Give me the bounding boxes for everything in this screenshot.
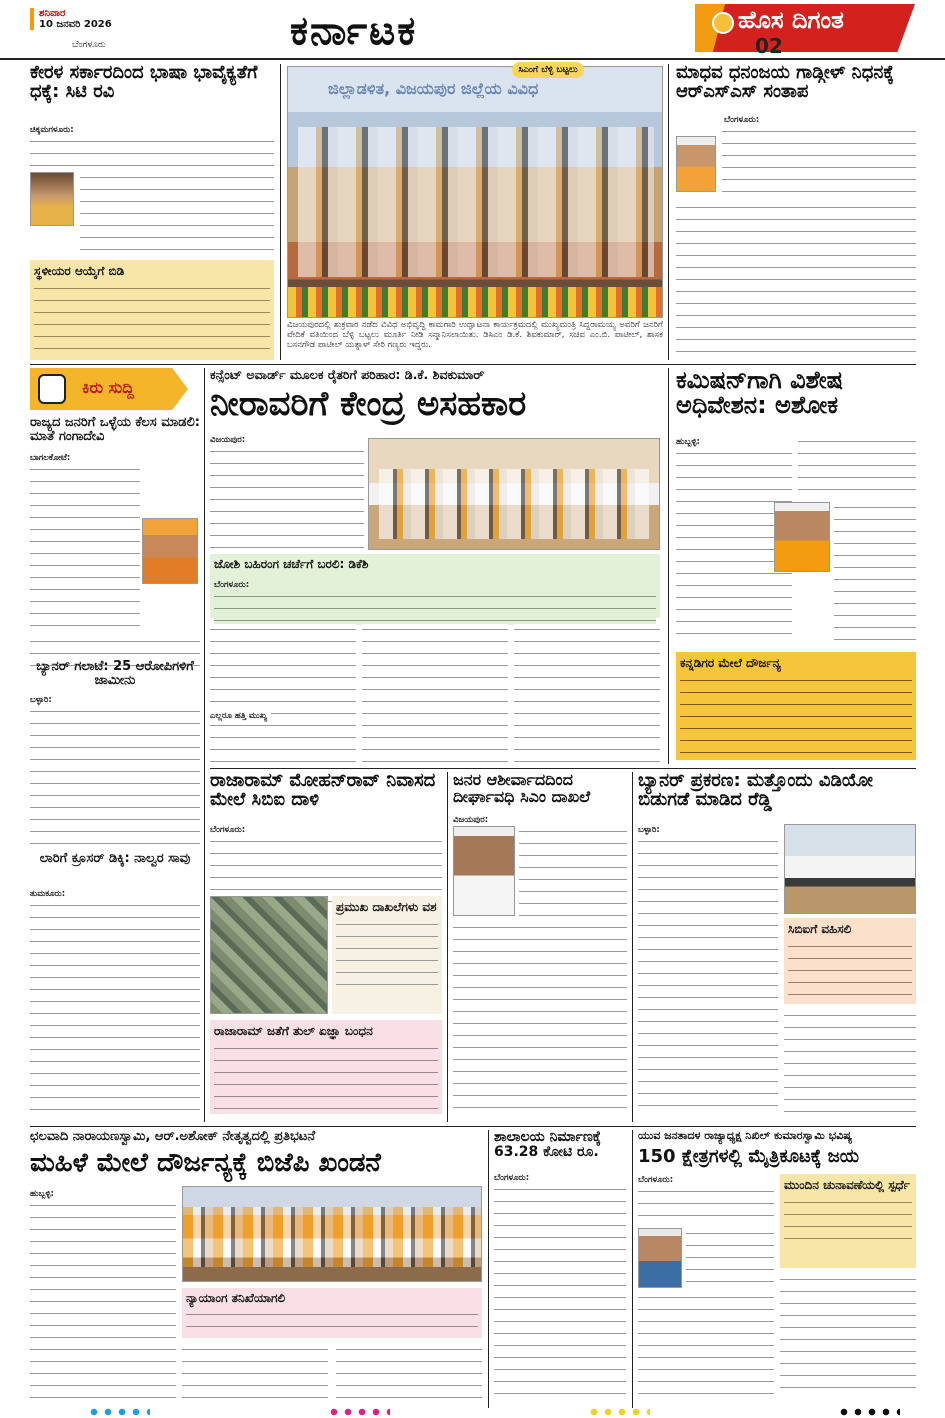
hand-icon [38, 374, 66, 404]
banner-case-body-text-2 [784, 1010, 916, 1114]
documents-sidebox [332, 896, 442, 1014]
divider [632, 772, 633, 1122]
ashoka-body-text-2 [798, 436, 916, 498]
lead-subhead: ಎಲ್ಲರೂ ಹತ್ತಿ ಮುಖ್ಯ [210, 710, 271, 722]
rss-headline: ಮಾಧವ ಧನಂಜಯ ಗಾಡ್ಗೀಳ್ ನಿಧನಕ್ಕೆ ಆರ್‌ಎಸ್‌ಎಸ್ ಸಂತಾಪ [676, 64, 894, 102]
ct-ravi-headline: ಕೇರಳ ಸರ್ಕಾರದಿಂದ ಭಾಷಾ ಭಾವೈಕ್ಯತೆಗೆ ಧಕ್ಕೆ: ಸಿಟಿ ರವಿ [30, 64, 258, 102]
rajaram-arrest-text [214, 1043, 438, 1109]
siddaramaiah-portrait [453, 826, 515, 916]
kannadiga-sidebox-text [680, 675, 912, 755]
lead-body-col3 [514, 624, 660, 764]
divider [204, 368, 205, 1122]
photo-tag: ಸಿಎಂಗೆ ಬೆಳ್ಳಿ ಬಟ್ಟಲು [512, 62, 584, 78]
bjp-protest-headline: ಮಹಿಳೆ ಮೇಲೆ ದೌರ್ಜನ್ಯಕ್ಕೆ ಬಿಜೆಪಿ ಖಂಡನೆ [30, 1147, 381, 1178]
divider [447, 772, 448, 1122]
school-dateline: ಬೆಂಗಳೂರು: [494, 1173, 530, 1183]
brief1-dateline: ಬಾಗಲಕೋಟೆ: [30, 453, 71, 463]
ashoka-headline: ಕಮಿಷನ್‌ಗಾಗಿ ವಿಶೇಷ ಅಧಿವೇಶನ: ಅಶೋಕ [676, 368, 843, 420]
lead-dateline: ವಿಜಯಪುರ: [210, 435, 246, 445]
brief3-body-text [30, 900, 200, 1118]
bjp-protest-body-text [30, 1200, 176, 1398]
cbi-demand-sidebox-title: ಸಿಬಿಐಗೆ ವಹಿಸಲಿ [788, 922, 852, 936]
ct-ravi-body-text-2 [80, 172, 274, 256]
ct-ravi-sidebox-title: ಸ್ಥಳೀಯರ ಆಯ್ಕೆಗೆ ಬಿಡಿ [34, 264, 125, 278]
documents-sidebox-title: ಪ್ರಮುಖ ದಾಖಲೆಗಳು ವಶ [336, 900, 437, 914]
brief2-dateline: ಬಳ್ಳಾರಿ: [30, 695, 52, 705]
paper-title: ಹೊಸ ದಿಗಂತ [738, 6, 844, 34]
ct-ravi-story [30, 64, 274, 360]
nikhil-portrait [638, 1228, 682, 1288]
cbi-headline: ರಾಜಾರಾಮ್ ಮೋಹನ್‌ರಾವ್ ನಿವಾಸದ ಮೇಲೆ ಸಿಬಿಐ ದಾಳಿ [210, 772, 436, 810]
lead-body-col2 [362, 624, 508, 764]
joshi-sidebox [210, 554, 660, 618]
rss-body-text [722, 126, 916, 198]
cbi-demand-sidebox [784, 918, 916, 1004]
bjp-protest-story [30, 1130, 482, 1408]
divider [668, 64, 669, 360]
rss-body-text-2 [676, 202, 916, 356]
photo-caption: ವಿಜಯಪುರದಲ್ಲಿ ಶುಕ್ರವಾರ ನಡೆದ ವಿವಿಧ ಅಭಿವೃದ್ಧಿ ಕಾಮಗಾರಿ ಉದ್ಘಾಟನಾ ಕಾರ್ಯಕ್ರಮದಲ್ಲಿ ಮುಖ್ಯಮಂತ್ರಿ ಸಿದ್ದರಾಮಯ್ಯ ಅವರಿಗೆ ಜನರಿಗೆ ವೇದಿಕೆ ವತಿಯಿಂದ ಬೆಳ್ಳಿ ಬಟ್ಟಲು ಮೂರ್ತಿ ನೀಡಿ ಸನ್ಮಾನಿಸಲಾಯಿತು. ಡಿಸಿಎಂ ಡಿ.ಕೆ. ಶಿವಕುಮಾರ್, ಸಚಿವ ಎಂ.ಬಿ. ಪಾಟೀಲ್, ಶಾಸಕ ಬಸನಗೌಡ ಪಾಟೀಲ್ ಯತ್ನಾಳ್ ಸೇರಿ ಗಣ್ಯರು ಇದ್ದರು. [287, 320, 663, 350]
section-rule [210, 768, 916, 769]
nikhil-story [638, 1130, 916, 1408]
nikhil-dateline: ಬೆಂಗಳೂರು: [638, 1175, 674, 1185]
cm-record-headline: ಜನರ ಆಶೀರ್ವಾದದಿಂದ ದೀರ್ಘಾವಧಿ ಸಿಎಂ ದಾಖಲೆ [453, 772, 591, 806]
registration-marks [840, 1408, 900, 1416]
flowers-row [288, 287, 663, 318]
lead-body-col1 [210, 624, 356, 764]
rss-dateline: ಬೆಂಗಳೂರು: [724, 115, 760, 125]
section-rule [30, 1126, 916, 1127]
ct-ravi-photo [30, 172, 74, 226]
joshi-sidebox-text [214, 591, 656, 625]
brief1-headline: ರಾಜ್ಯದ ಜನರಿಗೆ ಒಳ್ಳೆಯ ಕೆಲಸ ಮಾಡಲಿ: ಮಾತೆ ಗಂಗಾದೇವಿ [30, 415, 200, 444]
school-story [494, 1130, 626, 1408]
lead-story [210, 368, 664, 764]
brief3-headline: ಲಾರಿಗೆ ಕ್ರೂಸರ್ ಡಿಕ್ಕಿ: ನಾಲ್ವರ ಸಾವು [39, 851, 191, 866]
registration-marks [330, 1408, 390, 1416]
bjp-protest-body-col3 [336, 1344, 482, 1398]
ct-ravi-sidebox-text [34, 283, 270, 357]
banner-case-story [638, 772, 916, 1122]
ct-ravi-dateline: ಚಿಕ್ಕಮಗಳೂರು: [30, 125, 74, 135]
press-meet-photo [784, 824, 916, 914]
masthead [0, 0, 945, 62]
brief2-body-text [30, 706, 200, 848]
sun-logo-icon [712, 12, 734, 34]
divider [280, 64, 281, 360]
joshi-sidebox-title: ಜೋಶಿ ಬಹಿರಂಗ ಚರ್ಚೆಗೆ ಬರಲಿ: ಡಿಕೆಶಿ [214, 557, 369, 571]
bjp-protest-kicker: ಛಲವಾದಿ ನಾರಾಯಣಸ್ವಾಮಿ, ಆರ್.ಅಶೋಕ್ ನೇತೃತ್ವದಲ್ಲಿ ಪ್ರತಿಭಟನೆ [30, 1129, 316, 1144]
nikhil-body-col2 [780, 1274, 916, 1398]
divider [488, 1130, 489, 1408]
dks-event-photo [368, 438, 660, 550]
date-label: 10 ಜನವರಿ 2026 [39, 19, 112, 30]
cbi-dateline: ಬೆಂಗಳೂರು: [210, 825, 246, 835]
masthead-rule [0, 58, 945, 60]
kannadiga-sidebox-title: ಕನ್ನಡಿಗರ ಮೇಲೆ ದೌರ್ಜನ್ಯ [680, 656, 781, 670]
stage-banner-text: ಜಿಲ್ಲಾಡಳಿತ, ವಿಜಯಪುರ ಜಿಲ್ಲೆಯ ವಿವಿಧ [328, 79, 539, 98]
gangadevi-photo [142, 518, 198, 584]
ashoka-dateline: ಹುಬ್ಬಳ್ಳಿ: [676, 437, 700, 447]
divider [632, 1130, 633, 1408]
joshi-sidebox-dateline: ಬೆಂಗಳೂರು: [214, 580, 250, 590]
kiru-suddi-column [30, 368, 200, 1122]
brief2-headline: ಬ್ಯಾನರ್ ಗಲಾಟೆ: 25 ಆರೋಪಿಗಳಿಗೆ ಜಾಮೀನು [36, 659, 194, 688]
cbi-demand-sidebox-text [788, 941, 912, 999]
lead-kicker: ಕನ್ಸೆಂಟ್ ಅವಾರ್ಡ್ ಮೂಲಕ ರೈತರಿಗೆ ಪರಿಹಾರ: ಡಿ.ಕೆ. ಶಿವಕುಮಾರ್ [210, 367, 485, 382]
next-election-sidebox-text [784, 1197, 912, 1247]
people-row [298, 127, 654, 277]
registration-marks [90, 1408, 150, 1416]
school-headline: ಶಾಲಾಲಯ ನಿರ್ಮಾಣಕ್ಕೆ 63.28 ಕೋಟಿ ರೂ. [494, 1130, 601, 1160]
date-block [30, 8, 140, 30]
school-body-text [494, 1184, 626, 1398]
section-title: ಕರ್ನಾಟಕ [290, 8, 418, 54]
cm-record-body-text [519, 826, 627, 918]
registration-marks [590, 1408, 650, 1416]
next-election-sidebox-title: ಮುಂದಿನ ಚುನಾವಣೆಯಲ್ಲಿ ಸ್ಪರ್ಧೆ [784, 1178, 910, 1192]
nikhil-body-text [638, 1186, 774, 1226]
lead-body-text [210, 446, 364, 554]
next-election-sidebox [780, 1174, 916, 1268]
lead-headline: ನೀರಾವರಿಗೆ ಕೇಂದ್ರ ಅಸಹಕಾರ [210, 384, 527, 425]
day-label: ಶನಿವಾರ [39, 8, 66, 19]
nikhil-body-text-2 [686, 1228, 774, 1288]
ashoka-portrait [774, 502, 830, 572]
page-number: 02 [755, 34, 783, 58]
kannadiga-sidebox [676, 652, 916, 760]
nikhil-body-text-3 [638, 1292, 774, 1398]
rajaram-arrest-title: ರಾಜಾರಾಮ್ ಜತೆಗೆ ತುಲ್ ಏಜ್ಞಾ ಬಂಧನ [214, 1024, 373, 1038]
bjp-protest-photo [182, 1186, 482, 1282]
rss-story [676, 64, 916, 360]
divider [668, 368, 669, 764]
section-rule [30, 364, 916, 365]
bjp-protest-dateline: ಹುಬ್ಬಳ್ಳಿ: [30, 1189, 54, 1199]
ct-ravi-body-text [30, 136, 274, 168]
cm-record-body-text-2 [453, 922, 627, 1118]
cm-record-dateline: ವಿಜಯಪುರ: [453, 815, 489, 825]
kiru-suddi-label: ಕಿರು ಸುದ್ದಿ [82, 378, 134, 397]
documents-sidebox-text [336, 919, 438, 995]
banner-case-headline: ಬ್ಯಾನರ್ ಪ್ರಕರಣ: ಮತ್ತೊಂದು ವಿಡಿಯೋ ಬಿಡುಗಡೆ ಮಾಡಿದ ರೆಡ್ಡಿ [638, 772, 873, 810]
judicial-probe-sidebox-text [186, 1309, 478, 1333]
rajaram-arrest-box [210, 1020, 442, 1114]
nikhil-headline: 150 ಕ್ಷೇತ್ರಗಳಲ್ಲಿ ಮೈತ್ರಿಕೂಟಕ್ಕೆ ಜಯ [638, 1145, 859, 1167]
nikhil-kicker: ಯುವ ಜನತಾದಳ ರಾಜ್ಯಾಧ್ಯಕ್ಷ ನಿಖಿಲ್ ಕುಮಾರಸ್ವಾಮಿ ಭವಿಷ್ಯ [638, 1129, 853, 1142]
judicial-probe-sidebox-title: ನ್ಯಾಯಾಂಗ ತನಿಖೆಯಾಗಲಿ [186, 1291, 286, 1305]
city-label: ಬೆಂಗಳೂರು [72, 40, 106, 50]
cbi-story [210, 772, 442, 1122]
ct-ravi-sidebox [30, 260, 274, 360]
cash-seized-photo [210, 896, 328, 1014]
brief3-dateline: ತುಮಕೂರು: [30, 889, 66, 899]
ashoka-story [676, 368, 916, 764]
cm-record-story [453, 772, 627, 1122]
judicial-probe-sidebox [182, 1288, 482, 1338]
cm-event-photo [287, 66, 663, 318]
brief1-body-text [30, 464, 140, 632]
ashoka-body-text-3 [834, 502, 916, 644]
rss-portrait [676, 136, 716, 192]
banner-case-dateline: ಬಳ್ಳಾರಿ: [638, 825, 660, 835]
banner-case-body-text [638, 836, 778, 1114]
bjp-protest-body-col2 [182, 1344, 328, 1398]
